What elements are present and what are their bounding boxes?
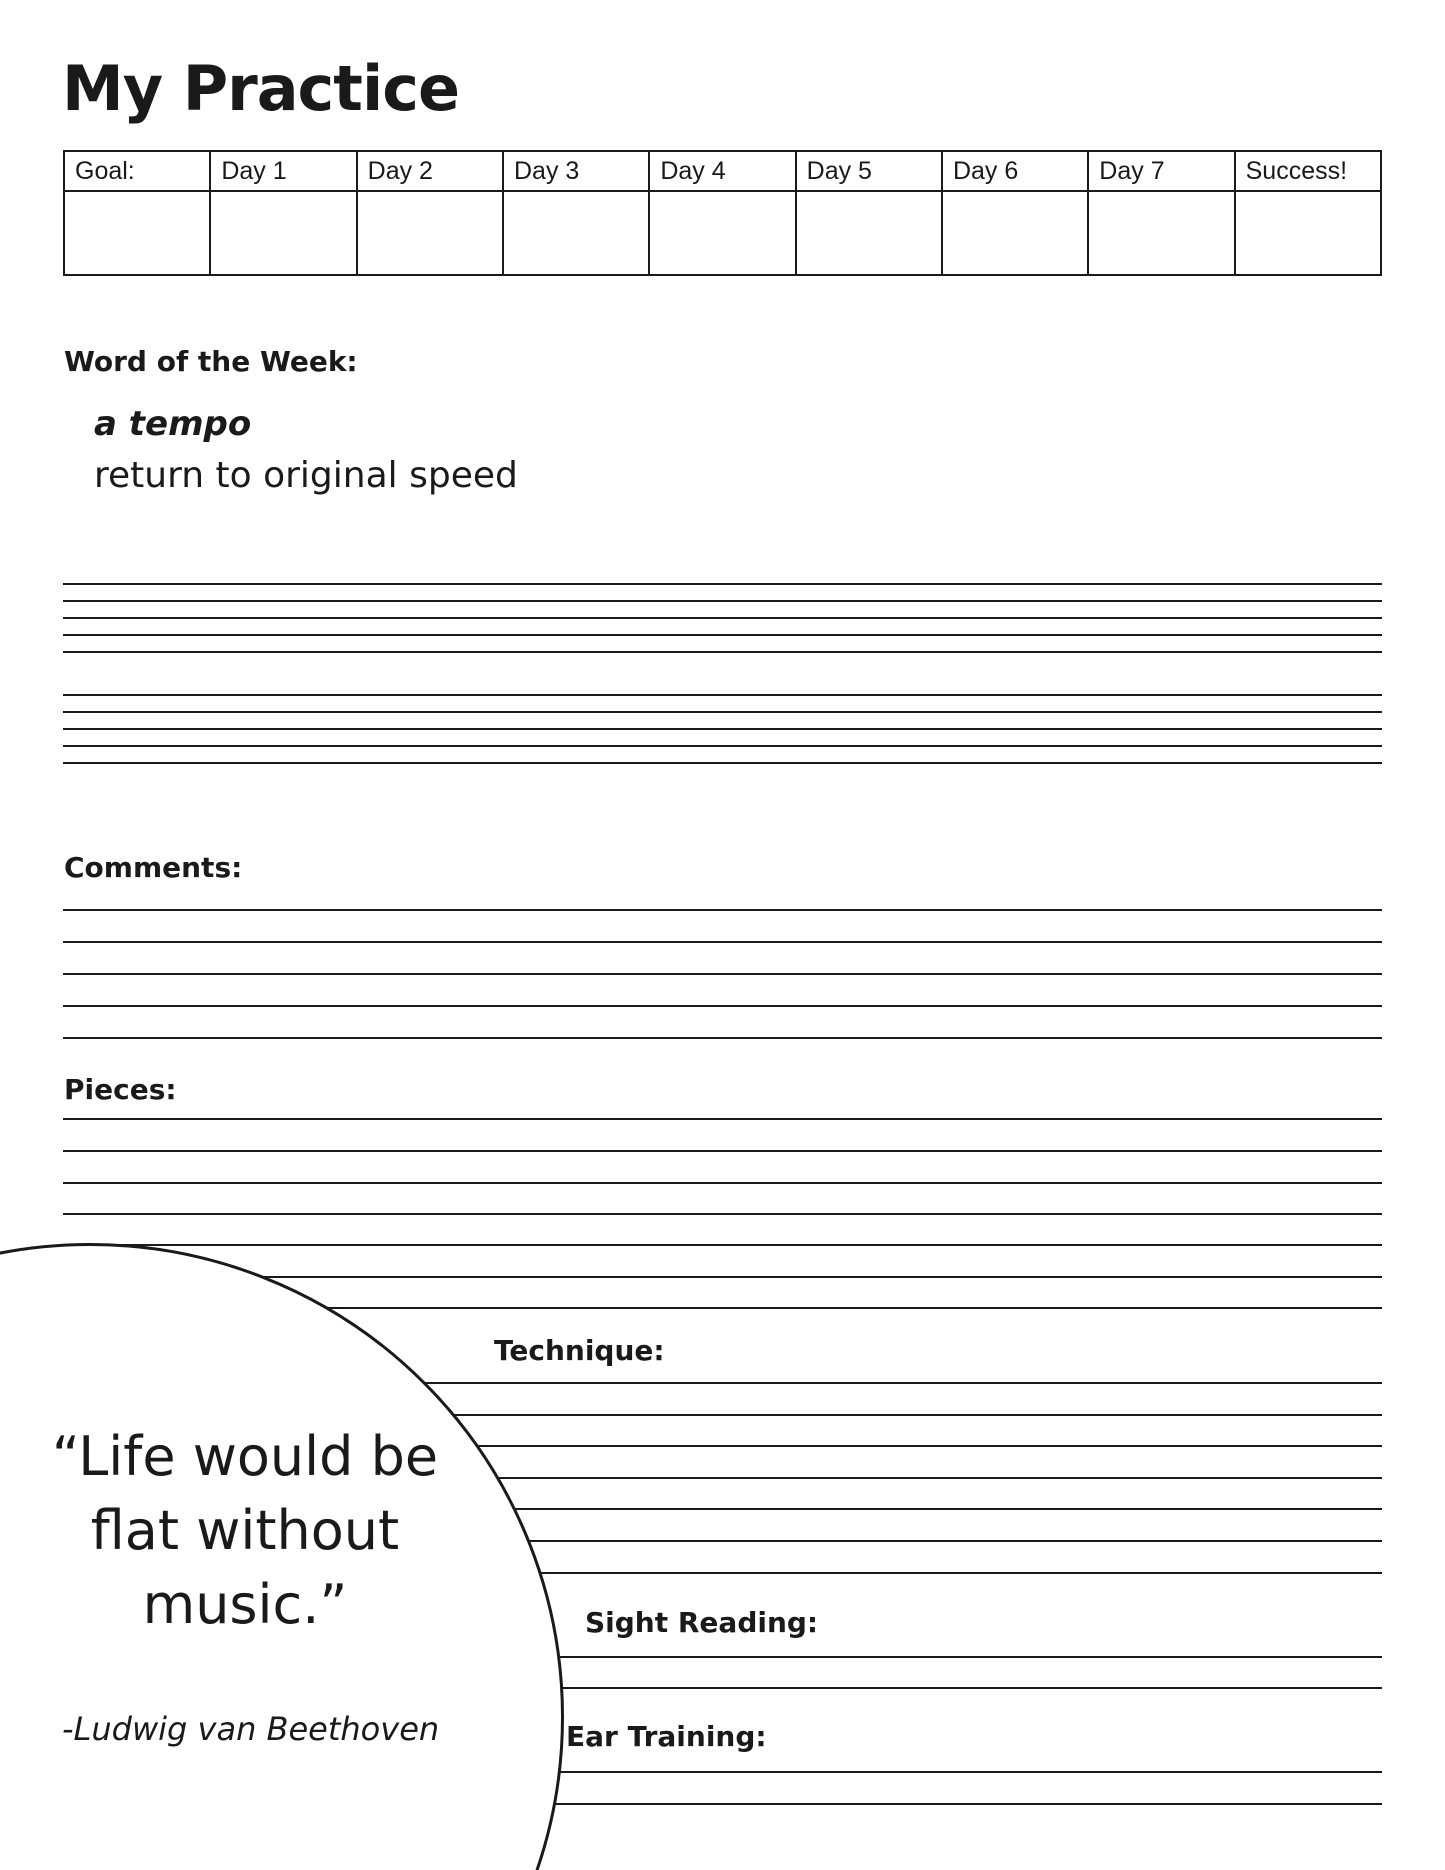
comments-line[interactable] (63, 973, 1382, 975)
pieces-line[interactable] (63, 1244, 1382, 1246)
pieces-label: Pieces: (64, 1073, 177, 1106)
comments-line[interactable] (63, 909, 1382, 911)
comments-label: Comments: (64, 851, 243, 884)
success-header: Success! (1235, 151, 1381, 191)
pieces-line[interactable] (63, 1182, 1382, 1184)
comments-line[interactable] (63, 941, 1382, 943)
staff-1-line (63, 651, 1382, 653)
word-of-week-label: Word of the Week: (64, 345, 358, 378)
page-title: My Practice (62, 52, 459, 125)
staff-1-line (63, 617, 1382, 619)
staff-2-line (63, 694, 1382, 696)
day-2-header: Day 2 (357, 151, 503, 191)
word-of-week-term: a tempo (94, 404, 252, 444)
pieces-line[interactable] (63, 1150, 1382, 1152)
quote-text: “Life would be flat without music.” (51, 1425, 439, 1636)
staff-1-line (63, 634, 1382, 636)
day-5-header: Day 5 (796, 151, 942, 191)
comments-line[interactable] (63, 1005, 1382, 1007)
staff-2-line (63, 711, 1382, 713)
day-6-header: Day 6 (942, 151, 1088, 191)
comments-line[interactable] (63, 1037, 1382, 1039)
goal-header: Goal: (64, 151, 210, 191)
pieces-line[interactable] (63, 1118, 1382, 1120)
day-1-header: Day 1 (210, 151, 356, 191)
pieces-line[interactable] (63, 1213, 1382, 1215)
technique-label: Technique: (494, 1334, 665, 1367)
day-4-header: Day 4 (649, 151, 795, 191)
staff-2-line (63, 728, 1382, 730)
staff-1-line (63, 583, 1382, 585)
staff-1-line (63, 600, 1382, 602)
sight-reading-label: Sight Reading: (585, 1606, 819, 1639)
quote-author: -Ludwig van Beethoven (62, 1710, 440, 1748)
day-7-header: Day 7 (1088, 151, 1234, 191)
day-3-header: Day 3 (503, 151, 649, 191)
ear-training-label: Ear Training: (566, 1720, 767, 1753)
staff-2-line (63, 762, 1382, 764)
staff-2-line (63, 745, 1382, 747)
word-of-week-definition: return to original speed (94, 455, 518, 496)
